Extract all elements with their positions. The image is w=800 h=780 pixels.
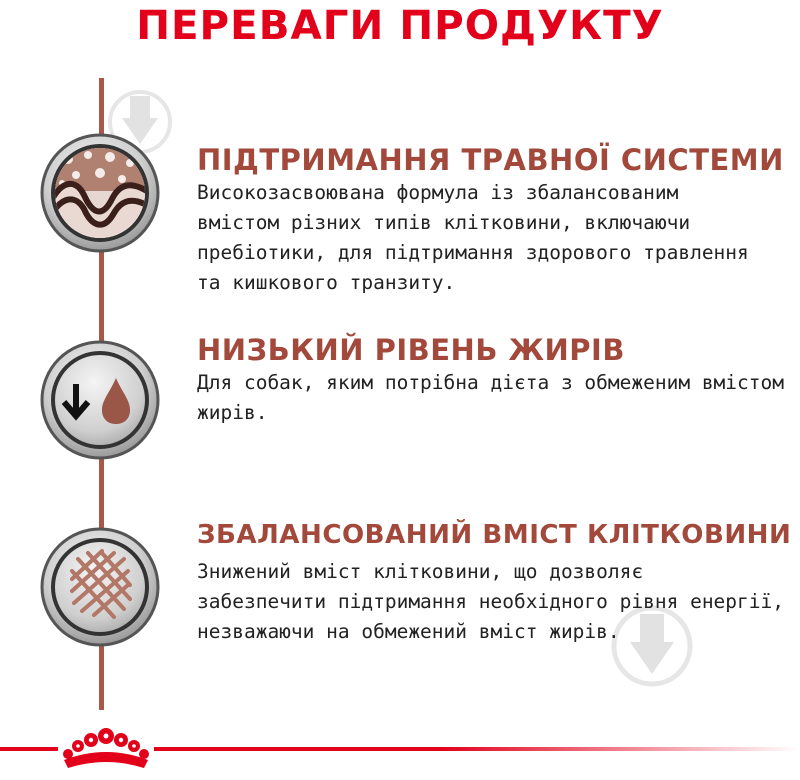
crown-logo-icon [58, 722, 154, 770]
page-title: ПЕРЕВАГИ ПРОДУКТУ [136, 2, 664, 49]
benefit-description [197, 557, 784, 647]
digestion-wave-icon [40, 133, 160, 253]
benefit-text-line: вмістом різних типів клітковини, включаючи [197, 211, 691, 234]
benefit-text-line: пребіотики, для підтримання здорового травлення [197, 241, 749, 264]
benefit-text-line: та кишкового транзиту. [197, 271, 456, 294]
benefit-heading: ЗБАЛАНСОВАНИЙ ВМІСТ КЛІТКОВИНИ [197, 520, 792, 550]
benefit-heading: НИЗЬКИЙ РІВЕНЬ ЖИРІВ [197, 333, 625, 367]
fiber-weave-icon [40, 527, 160, 647]
benefit-text-line: забезпечити підтримання необхідного рівня енергії, [197, 590, 784, 613]
low-fat-drop-icon [40, 340, 160, 460]
benefit-text-line: жирів. [197, 401, 268, 424]
benefit-text-line: Знижений вміст клітковини, що дозволяє [197, 560, 644, 583]
benefit-heading: ПІДТРИМАННЯ ТРАВНОЇ СИСТЕМИ [197, 143, 784, 177]
benefit-description [197, 368, 784, 428]
benefit-text-line: Для собак, яким потрібна дієта з обмеженим вмістом [197, 371, 784, 394]
benefit-text-line: незважаючи на обмежений вміст жирів. [197, 620, 620, 643]
benefit-text-line: Високозасвоювана формула із збалансованим [197, 181, 679, 204]
benefit-description [197, 178, 749, 298]
